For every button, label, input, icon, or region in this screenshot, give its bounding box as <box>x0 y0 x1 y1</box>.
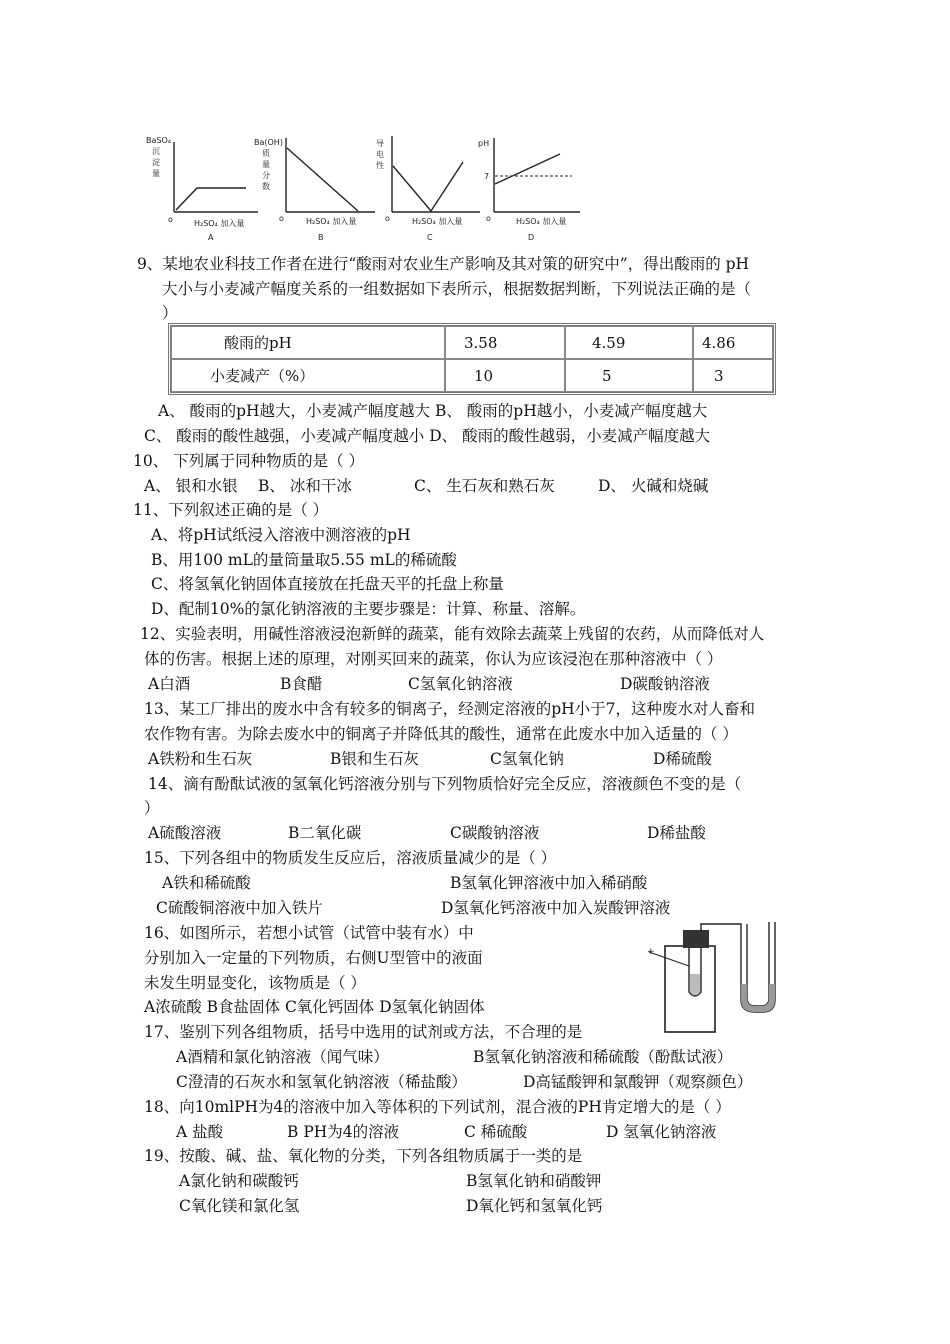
q9-line3: ） <box>162 304 178 322</box>
q10-option-a: A、 银和水银 <box>144 477 238 495</box>
q11-option-a: A、将pH试纸浸入溶液中测溶液的pH <box>151 526 411 544</box>
graph-b-ylabel-3: 量 <box>262 160 270 169</box>
graph-a-ylabel-2: 沉 <box>152 147 160 156</box>
graph-c-ylabel-2: 电 <box>376 150 384 159</box>
graph-b-ylabel-4: 分 <box>262 171 270 180</box>
graph-a-ylabel-1: BaSO₄ <box>146 136 171 145</box>
graph-a-ylabel-4: 量 <box>152 169 160 178</box>
q12-option-d: D碳酸钠溶液 <box>620 675 710 693</box>
q13-option-d: D稀硫酸 <box>653 750 712 768</box>
graph-b-ylabel-1: Ba(OH) <box>254 138 283 147</box>
test-tube-water <box>690 974 700 995</box>
svg-text:o: o <box>385 214 390 223</box>
q19-option-c: C氧化镁和氯化氢 <box>179 1197 300 1215</box>
q14-option-c: C碳酸钠溶液 <box>450 824 540 842</box>
graphs-figure <box>140 132 590 244</box>
graph-c-curve <box>393 162 463 211</box>
q15-option-d: D氢氧化钙溶液中加入炭酸钾溶液 <box>441 899 671 917</box>
q15-option-a: A铁和稀硫酸 <box>162 874 251 892</box>
q9-line1: 9、某地农业科技工作者在进行“酸雨对农业生产影响及其对策的研究中”，得出酸雨的 pH <box>137 255 750 273</box>
graph-d-xlabel: H₂SO₄ 加入量 <box>516 217 567 226</box>
q13-option-b: B银和生石灰 <box>330 750 419 768</box>
graph-b-tag: B <box>318 233 324 242</box>
q18-option-b: B PH为4的溶液 <box>287 1123 400 1141</box>
q19-option-a: A氯化钠和碳酸钙 <box>179 1172 299 1190</box>
q14-line1: 14、滴有酚酞试液的氢氧化钙溶液分别与下列物质恰好完全反应，溶液颜色不变的是（ <box>148 775 742 793</box>
q9-options-line1: A、 酸雨的pH越大，小麦减产幅度越大 B、 酸雨的pH越小，小麦减产幅度越大 <box>158 402 708 420</box>
table-cell: 5 <box>565 359 693 392</box>
graph-c <box>376 136 480 242</box>
graph-a-ylabel-3: 淀 <box>152 158 160 167</box>
graph-d-tick-7: 7 <box>484 172 490 181</box>
q9-line2: 大小与小麦减产幅度关系的一组数据如下表所示，根据数据判断，下列说法正确的是（ <box>162 280 752 298</box>
q16-line2: 分别加入一定量的下列物质，右侧U型管中的液面 <box>144 949 483 967</box>
graph-d-ylabel: pH <box>478 139 490 148</box>
graph-b-ylabel-2: 质 <box>262 149 270 158</box>
q12-line1: 12、实验表明，用碱性溶液浸泡新鲜的蔬菜，能有效除去蔬菜上残留的农药，从而降低对人 <box>140 625 765 643</box>
graph-a-curve <box>176 188 246 210</box>
u-tube-apparatus-figure <box>645 918 785 1036</box>
table-cell: 酸雨的pH <box>171 326 445 359</box>
q12-line2: 体的伤害。根据上述的原理，对刚买回来的蔬菜，你认为应该浸泡在那种溶液中（ ） <box>144 650 723 668</box>
q10-option-b: B、 冰和干冰 <box>258 477 352 495</box>
graph-b <box>254 138 375 242</box>
graph-d-tag: D <box>528 233 535 242</box>
q19-option-b: B氢氧化钠和硝酸钾 <box>466 1172 602 1190</box>
q9-options-line2: C、 酸雨的酸性越强，小麦减产幅度越小 D、 酸雨的酸性越弱，小麦减产幅度越大 <box>144 427 711 445</box>
table-cell: 10 <box>445 359 565 392</box>
q15-option-b: B氢氧化钾溶液中加入稀硝酸 <box>450 874 648 892</box>
graph-b-xlabel: H₂SO₄ 加入量 <box>306 217 357 226</box>
table-cell: 3.58 <box>445 326 565 359</box>
q13-line2: 农作物有害。为除去废水中的铜离子并降低其的酸性，通常在此废水中加入适量的（ ） <box>144 725 738 743</box>
table-row <box>171 326 773 359</box>
q11-stem: 11、下列叙述正确的是（ ） <box>133 501 329 519</box>
q17-option-a: A酒精和氯化钠溶液（闻气味） <box>176 1048 389 1066</box>
q11-option-d: D、配制10%的氯化钠溶液的主要步骤是：计算、称量、溶解。 <box>151 600 586 618</box>
u-tube-liquid <box>741 984 775 1012</box>
q10-stem: 10、 下列属于同种物质的是（ ） <box>133 452 365 470</box>
graph-d-curve <box>495 154 560 184</box>
pointer-line <box>649 952 689 966</box>
q13-line1: 13、某工厂排出的废水中含有较多的铜离子，经测定溶液的pH小于7，这种废水对人畜和 <box>144 700 756 718</box>
graph-c-tag: C <box>427 233 433 242</box>
q18-stem: 18、向10mlPH为4的溶液中加入等体积的下列试剂，混合液的PH肯定增大的是（ ） <box>144 1098 731 1116</box>
q17-option-d: D高锰酸钾和氯酸钾（观察颜色） <box>523 1073 753 1091</box>
q11-option-c: C、将氢氧化钠固体直接放在托盘天平的托盘上称量 <box>151 575 504 593</box>
svg-text:o: o <box>486 214 491 223</box>
table-cell: 4.59 <box>565 326 693 359</box>
graph-b-ylabel-5: 数 <box>262 182 270 191</box>
q13-option-a: A铁粉和生石灰 <box>148 750 253 768</box>
q18-option-c: C 稀硫酸 <box>464 1123 528 1141</box>
q12-option-b: B食醋 <box>280 675 323 693</box>
q17-option-b: B氢氧化钠溶液和稀硫酸（酚酞试液） <box>473 1048 733 1066</box>
graph-b-curve <box>287 148 358 211</box>
q11-option-b: B、用100 mL的量筒量取5.55 mL的稀硫酸 <box>151 551 457 569</box>
q13-option-c: C氢氧化钠 <box>490 750 564 768</box>
q18-option-a: A 盐酸 <box>176 1123 224 1141</box>
q12-option-a: A白酒 <box>148 675 191 693</box>
q17-option-c: C澄清的石灰水和氢氧化钠溶液（稀盐酸） <box>176 1073 467 1091</box>
svg-text:o: o <box>168 215 173 224</box>
graph-a <box>146 136 258 242</box>
q14-option-b: B二氧化碳 <box>288 824 362 842</box>
ph-table <box>168 323 776 395</box>
table-cell: 4.86 <box>693 326 773 359</box>
stopper <box>683 930 709 948</box>
svg-text:o: o <box>279 214 284 223</box>
graph-c-ylabel-3: 性 <box>376 161 384 170</box>
graph-a-xlabel: H₂SO₄ 加入量 <box>194 219 245 228</box>
table-cell: 小麦减产（%） <box>171 359 445 392</box>
q17-stem: 17、鉴别下列各组物质，括号中选用的试剂或方法，不合理的是 <box>144 1023 583 1041</box>
graph-c-ylabel-1: 导 <box>376 139 384 148</box>
table-cell: 3 <box>693 359 773 392</box>
q16-options: A浓硫酸 B食盐固体 C氧化钙固体 D氢氧化钠固体 <box>144 998 485 1016</box>
q16-line3: 未发生明显变化，该物质是（ ） <box>144 974 366 992</box>
q10-option-c: C、 生石灰和熟石灰 <box>414 477 555 495</box>
svg-text:+: + <box>647 947 655 957</box>
q12-option-c: C氢氧化钠溶液 <box>408 675 513 693</box>
graph-c-xlabel: H₂SO₄ 加入量 <box>412 217 463 226</box>
q15-stem: 15、下列各组中的物质发生反应后，溶液质量减少的是（ ） <box>144 849 557 867</box>
q14-option-a: A硫酸溶液 <box>148 824 222 842</box>
q15-option-c: C硫酸铜溶液中加入铁片 <box>156 899 323 917</box>
table-row <box>171 359 773 392</box>
q16-line1: 16、如图所示，若想小试管（试管中装有水）中 <box>144 924 474 942</box>
q10-option-d: D、 火碱和烧碱 <box>598 477 709 495</box>
graph-d <box>478 138 580 242</box>
q18-option-d: D 氢氧化钠溶液 <box>606 1123 717 1141</box>
q19-option-d: D氧化钙和氢氧化钙 <box>466 1197 603 1215</box>
q14-option-d: D稀盐酸 <box>647 824 706 842</box>
q14-line2: ） <box>144 799 160 817</box>
q19-stem: 19、按酸、碱、盐、氧化物的分类，下列各组物质属于一类的是 <box>144 1147 583 1165</box>
graph-a-tag: A <box>208 233 214 242</box>
